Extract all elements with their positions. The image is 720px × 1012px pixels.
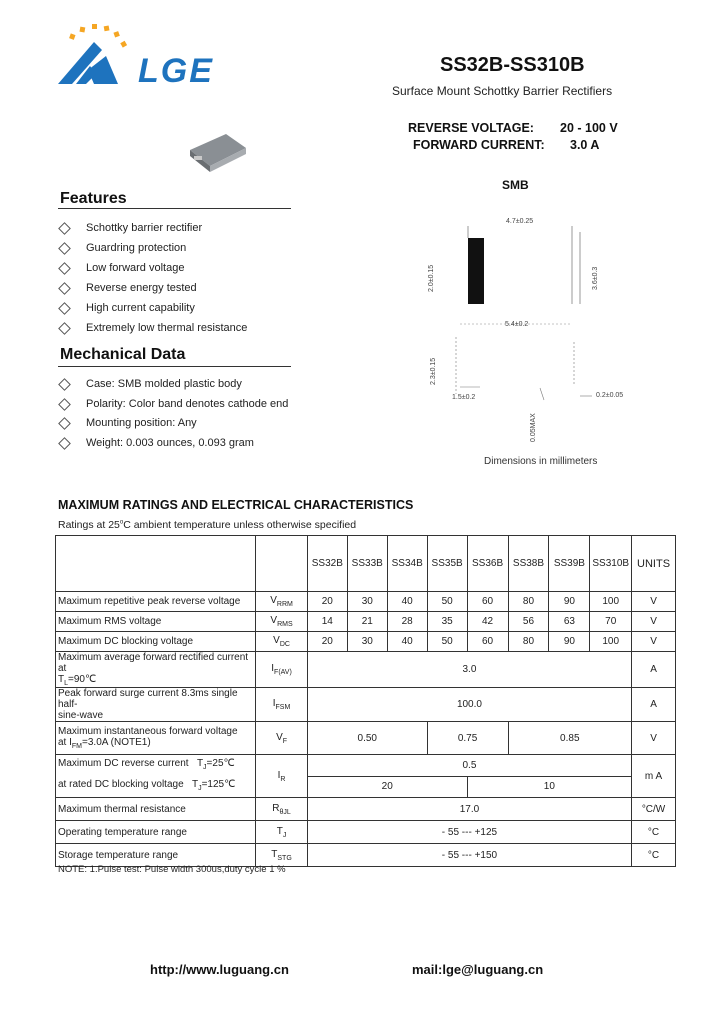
dim-label: 5.4±0.2 bbox=[505, 321, 529, 328]
package-diagram bbox=[420, 212, 650, 412]
symbol: $V_F$ bbox=[256, 722, 308, 755]
unit: V bbox=[632, 722, 676, 755]
symbol: $V_{DC}$ bbox=[256, 632, 308, 652]
table-row bbox=[56, 755, 676, 777]
list-item: Schottky barrier rectifier bbox=[86, 222, 247, 242]
column-header: UNITS bbox=[632, 536, 676, 592]
row-label: Maximum average forward rectified current at $T_L=90℃$ bbox=[56, 652, 256, 688]
table-row bbox=[56, 821, 676, 844]
part-number: SS32B-SS310B bbox=[440, 54, 585, 76]
row-label: Maximum instantaneous forward voltage at $I_{FM}=3.0A$ (NOTE1) bbox=[56, 722, 256, 755]
row-label: Peak forward surge current 8.3ms single half- sine-wave bbox=[56, 688, 256, 722]
list-item: High current capability bbox=[86, 302, 247, 322]
column-header: SS38B bbox=[508, 536, 549, 592]
dim-label: 2.0±0.15 bbox=[428, 264, 435, 292]
table-row bbox=[56, 632, 676, 652]
value: 40 bbox=[387, 632, 427, 652]
table-row bbox=[56, 688, 676, 722]
table-row bbox=[56, 652, 676, 688]
list-item: Polarity: Color band denotes cathode end bbox=[86, 398, 288, 418]
value: 70 bbox=[590, 612, 632, 632]
value: 60 bbox=[467, 592, 508, 612]
list-item: Low forward voltage bbox=[86, 262, 247, 282]
unit: A bbox=[632, 652, 676, 688]
row-label: Maximum RMS voltage bbox=[56, 612, 256, 632]
unit: °C bbox=[632, 844, 676, 867]
unit: V bbox=[632, 632, 676, 652]
list-item: Mounting position: Any bbox=[86, 417, 288, 437]
value: 0.5 bbox=[307, 755, 631, 777]
value: 14 bbox=[307, 612, 347, 632]
reverse-voltage-label: REVERSE VOLTAGE: bbox=[408, 121, 534, 135]
subtitle: Surface Mount Schottky Barrier Rectifiers bbox=[392, 84, 613, 98]
table-row bbox=[56, 612, 676, 632]
list-item: Guardring protection bbox=[86, 242, 247, 262]
table-cell bbox=[256, 536, 308, 592]
mechanical-list bbox=[60, 378, 288, 456]
value: 30 bbox=[347, 632, 387, 652]
dim-label: 0.2±0.05 bbox=[596, 392, 624, 399]
mechanical-title: Mechanical Data bbox=[60, 346, 186, 363]
value: 80 bbox=[508, 592, 549, 612]
email-link[interactable]: mail:lge@luguang.cn bbox=[412, 962, 544, 977]
row-label: Maximum repetitive peak reverse voltage bbox=[56, 592, 256, 612]
column-header: SS33B bbox=[347, 536, 387, 592]
symbol: $I_{FSM}$ bbox=[256, 688, 308, 722]
table-row bbox=[56, 722, 676, 755]
row-label: Operating temperature range bbox=[56, 821, 256, 844]
value: 63 bbox=[549, 612, 590, 632]
table-row bbox=[56, 798, 676, 821]
logo bbox=[58, 22, 138, 92]
unit: °C bbox=[632, 821, 676, 844]
row-label: Storage temperature range bbox=[56, 844, 256, 867]
unit: A bbox=[632, 688, 676, 722]
column-header: SS34B bbox=[387, 536, 427, 592]
reverse-voltage-value: 20 - 100 V bbox=[560, 121, 618, 135]
column-header: SS35B bbox=[427, 536, 467, 592]
column-header: SS32B bbox=[307, 536, 347, 592]
table-title: MAXIMUM RATINGS AND ELECTRICAL CHARACTERISTICS bbox=[58, 498, 414, 512]
unit: m A bbox=[632, 755, 676, 798]
row-label: Maximum thermal resistance bbox=[56, 798, 256, 821]
table-footnote: NOTE: 1.Pulse test: Pulse width 300us,duty cycle 1 % bbox=[58, 864, 286, 875]
dim-label: 4.7±0.25 bbox=[506, 218, 534, 225]
value: 40 bbox=[387, 592, 427, 612]
value: 10 bbox=[467, 776, 631, 798]
value: 50 bbox=[427, 592, 467, 612]
unit: V bbox=[632, 592, 676, 612]
website-link[interactable]: http://www.luguang.cn bbox=[150, 962, 289, 977]
column-header: SS36B bbox=[467, 536, 508, 592]
value: 0.85 bbox=[508, 722, 632, 755]
value: 20 bbox=[307, 592, 347, 612]
value: 90 bbox=[549, 632, 590, 652]
row-label: Maximum DC blocking voltage bbox=[56, 632, 256, 652]
column-header: SS310B bbox=[590, 536, 632, 592]
row-label: Maximum DC reverse current $T_J=25℃$ at rated DC blocking voltage $T_J=125℃$ bbox=[56, 755, 256, 798]
dim-label: 0.05MAX bbox=[530, 413, 537, 442]
table-row bbox=[56, 536, 676, 592]
column-header: SS39B bbox=[549, 536, 590, 592]
symbol: $T_{STG}$ bbox=[256, 844, 308, 867]
list-item: Case: SMB molded plastic body bbox=[86, 378, 288, 398]
value: 56 bbox=[508, 612, 549, 632]
value: 20 bbox=[307, 632, 347, 652]
value: 30 bbox=[347, 592, 387, 612]
value: 17.0 bbox=[307, 798, 631, 821]
unit: °C/W bbox=[632, 798, 676, 821]
symbol: $V_{RMS}$ bbox=[256, 612, 308, 632]
value: 28 bbox=[387, 612, 427, 632]
value: 20 bbox=[307, 776, 467, 798]
dim-label: 3.6±0.3 bbox=[592, 266, 599, 290]
value: 0.50 bbox=[307, 722, 427, 755]
features-title: Features bbox=[60, 190, 127, 207]
value: 100.0 bbox=[307, 688, 631, 722]
symbol: $I_R$ bbox=[256, 755, 308, 798]
table-cell bbox=[56, 536, 256, 592]
list-item: Reverse energy tested bbox=[86, 282, 247, 302]
symbol: $V_{RRM}$ bbox=[256, 592, 308, 612]
symbol: $R_{\theta JL}$ bbox=[256, 798, 308, 821]
value: 42 bbox=[467, 612, 508, 632]
mechanical-rule bbox=[58, 366, 291, 367]
forward-current-value: 3.0 A bbox=[570, 138, 600, 152]
logo-text: LGE bbox=[138, 52, 214, 90]
features-rule bbox=[58, 208, 291, 209]
value: - 55 --- +150 bbox=[307, 844, 631, 867]
value: 0.75 bbox=[427, 722, 508, 755]
features-list bbox=[60, 222, 247, 342]
value: 50 bbox=[427, 632, 467, 652]
list-item: Extremely low thermal resistance bbox=[86, 322, 247, 342]
table-note: Ratings at 25$^o$C ambient temperature unless otherwise specified bbox=[58, 519, 357, 531]
value: 100 bbox=[590, 632, 632, 652]
dimensions-caption: Dimensions in millimeters bbox=[484, 456, 598, 467]
dim-label: 2.3±0.15 bbox=[430, 357, 437, 385]
forward-current-label: FORWARD CURRENT: bbox=[413, 138, 545, 152]
value: 80 bbox=[508, 632, 549, 652]
value: 21 bbox=[347, 612, 387, 632]
symbol: $I_{F(AV)}$ bbox=[256, 652, 308, 688]
value: 90 bbox=[549, 592, 590, 612]
symbol: $T_J$ bbox=[256, 821, 308, 844]
value: 35 bbox=[427, 612, 467, 632]
unit: V bbox=[632, 612, 676, 632]
value: 60 bbox=[467, 632, 508, 652]
value: - 55 --- +125 bbox=[307, 821, 631, 844]
ratings-table bbox=[55, 535, 676, 867]
table-row bbox=[56, 592, 676, 612]
component-image bbox=[188, 128, 248, 178]
dim-label: 1.5±0.2 bbox=[452, 394, 476, 401]
value: 100 bbox=[590, 592, 632, 612]
list-item: Weight: 0.003 ounces, 0.093 gram bbox=[86, 437, 288, 457]
package-label: SMB bbox=[502, 178, 529, 192]
value: 3.0 bbox=[307, 652, 631, 688]
